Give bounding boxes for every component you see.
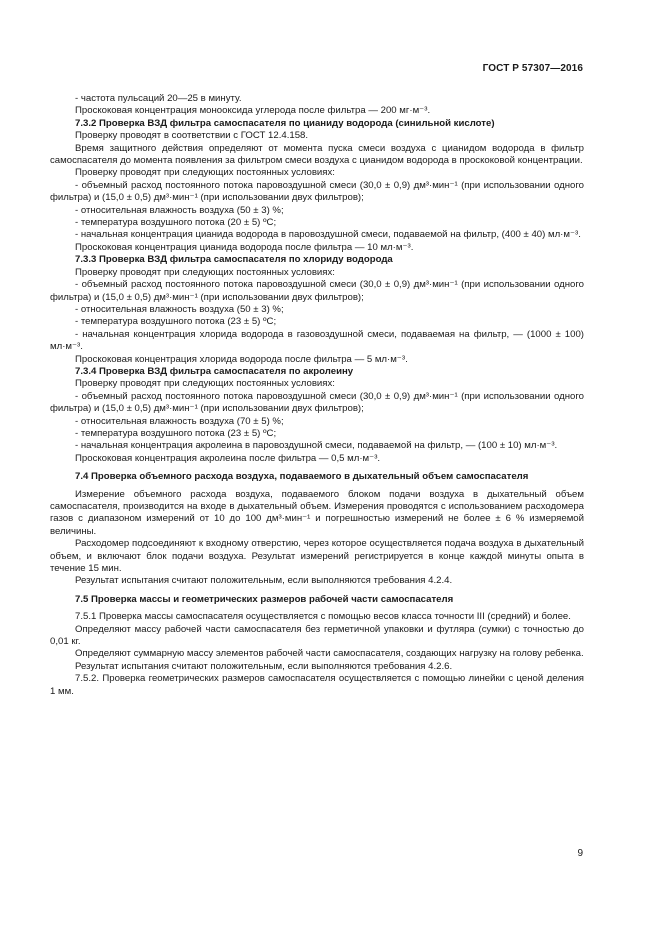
page-number: 9: [577, 848, 583, 859]
section-heading-7-3-3: 7.3.3 Проверка ВЗД фильтра самоспасателя по хлориду водорода: [75, 254, 393, 266]
paragraph: Расходомер подсоединяют к входному отверстию, через которое осуществляется подача воздуха в дыхательный объем, и включают блок подачи воздуха. Результат измерений регистрируется в конце каждой минуты опыта в течение 15 мин.: [50, 538, 584, 575]
paragraph: Проскоковая концентрация цианида водорода после фильтра — 10 мл·м⁻³.: [75, 241, 414, 253]
list-item: - относительная влажность воздуха (50 ± 3) %;: [75, 204, 284, 216]
paragraph: Проверку проводят при следующих постоянных условиях:: [75, 378, 335, 390]
list-item: - начальная концентрация хлорида водорода в газовоздушной смеси, подаваемая на фильтр, — (1000 ± 100) мл·м⁻³.: [50, 328, 584, 353]
list-item: - относительная влажность воздуха (50 ± 3) %;: [75, 303, 284, 315]
paragraph: 7.5.1 Проверка массы самоспасателя осуществляется с помощью весов класса точности III (средний) и более.: [75, 611, 571, 623]
paragraph: Проверку проводят в соответствии с ГОСТ 12.4.158.: [75, 130, 309, 142]
list-item: - объемный расход постоянного потока паровоздушной смеси (30,0 ± 0,9) дм³·мин⁻¹ (при использовании одного фильтра) и (15,0 ± 0,5) дм³·мин⁻¹ (при использовании двух фильтров);: [50, 179, 584, 204]
paragraph: Проверку проводят при следующих постоянных условиях:: [75, 167, 335, 179]
standard-header: ГОСТ Р 57307—2016: [482, 63, 583, 74]
list-item: - начальная концентрация цианида водорода в паровоздушной смеси, подаваемой на фильтр, (400 ± 40) мл·м⁻³.: [75, 229, 581, 241]
paragraph: 7.5.2. Проверка геометрических размеров самоспасателя осуществляется с помощью линейки с ценой деления 1 мм.: [50, 673, 584, 697]
list-item: - начальная концентрация акролеина в паровоздушной смеси, подаваемой на фильтр, — (100 ± 10) мл·м⁻³.: [75, 440, 558, 452]
list-item: - температура воздушного потока (23 ± 5) ºС;: [75, 427, 277, 439]
paragraph: Измерение объемного расхода воздуха, подаваемого блоком подачи воздуха в дыхательный объем самоспасателя, производится на входе в дыхательный объем. Измерения проводятся с использованием расходомера газов с диапазоном измерений от 10 до 100 дм³·мин⁻¹ и погрешностью измерений не более ± 6 % измеряемой величины.: [50, 488, 584, 537]
paragraph: Проскоковая концентрация хлорида водорода после фильтра — 5 мл·м⁻³.: [75, 353, 408, 365]
paragraph: Проскоковая концентрация монооксида углерода после фильтра — 200 мг·м⁻³.: [75, 105, 431, 117]
section-heading-7-5: 7.5 Проверка массы и геометрических размеров рабочей части самоспасателя: [75, 593, 454, 605]
paragraph: Проскоковая концентрация акролеина после фильтра — 0,5 мл·м⁻³.: [75, 452, 381, 464]
paragraph: Время защитного действия определяют от момента пуска смеси воздуха с цианидом водорода в фильтр самоспасателя до момента появления за фильтром смеси воздуха с цианидом водорода в проскоковой концентрации.: [50, 142, 584, 167]
document-body: [50, 93, 584, 698]
paragraph: Результат испытания считают положительным, если выполняются требования 4.2.6.: [75, 660, 453, 672]
section-heading-7-4: 7.4 Проверка объемного расхода воздуха, подаваемого в дыхательный объем самоспасателя: [75, 471, 529, 483]
paragraph: Результат испытания считают положительным, если выполняются требования 4.2.4.: [75, 575, 453, 587]
list-item: - температура воздушного потока (20 ± 5) ºС;: [75, 217, 277, 229]
paragraph: - частота пульсаций 20—25 в минуту.: [75, 93, 242, 104]
paragraph: Определяют суммарную массу элементов рабочей части самоспасателя, создающих нагрузку на голову ребенка.: [75, 648, 584, 660]
list-item: - температура воздушного потока (23 ± 5) ºС;: [75, 316, 277, 328]
paragraph: Проверку проводят при следующих постоянных условиях:: [75, 266, 335, 278]
section-heading-7-3-2: 7.3.2 Проверка ВЗД фильтра самоспасателя по цианиду водорода (синильной кислоте): [75, 117, 495, 129]
section-heading-7-3-4: 7.3.4 Проверка ВЗД фильтра самоспасателя по акролеину: [75, 365, 354, 377]
list-item: - объемный расход постоянного потока паровоздушной смеси (30,0 ± 0,9) дм³·мин⁻¹ (при использовании одного фильтра) и (15,0 ± 0,5) дм³·мин⁻¹ (при использовании двух фильтров);: [50, 279, 584, 303]
paragraph: Определяют массу рабочей части самоспасателя без герметичной упаковки и футляра (сумки) с точностью до 0,01 кг.: [50, 623, 584, 648]
list-item: - объемный расход постоянного потока паровоздушной смеси (30,0 ± 0,9) дм³·мин⁻¹ (при использовании одного фильтра) и (15,0 ± 0,5) дм³·мин⁻¹ (при использовании двух фильтров);: [50, 390, 584, 415]
list-item: - относительная влажность воздуха (70 ± 5) %;: [75, 415, 284, 427]
